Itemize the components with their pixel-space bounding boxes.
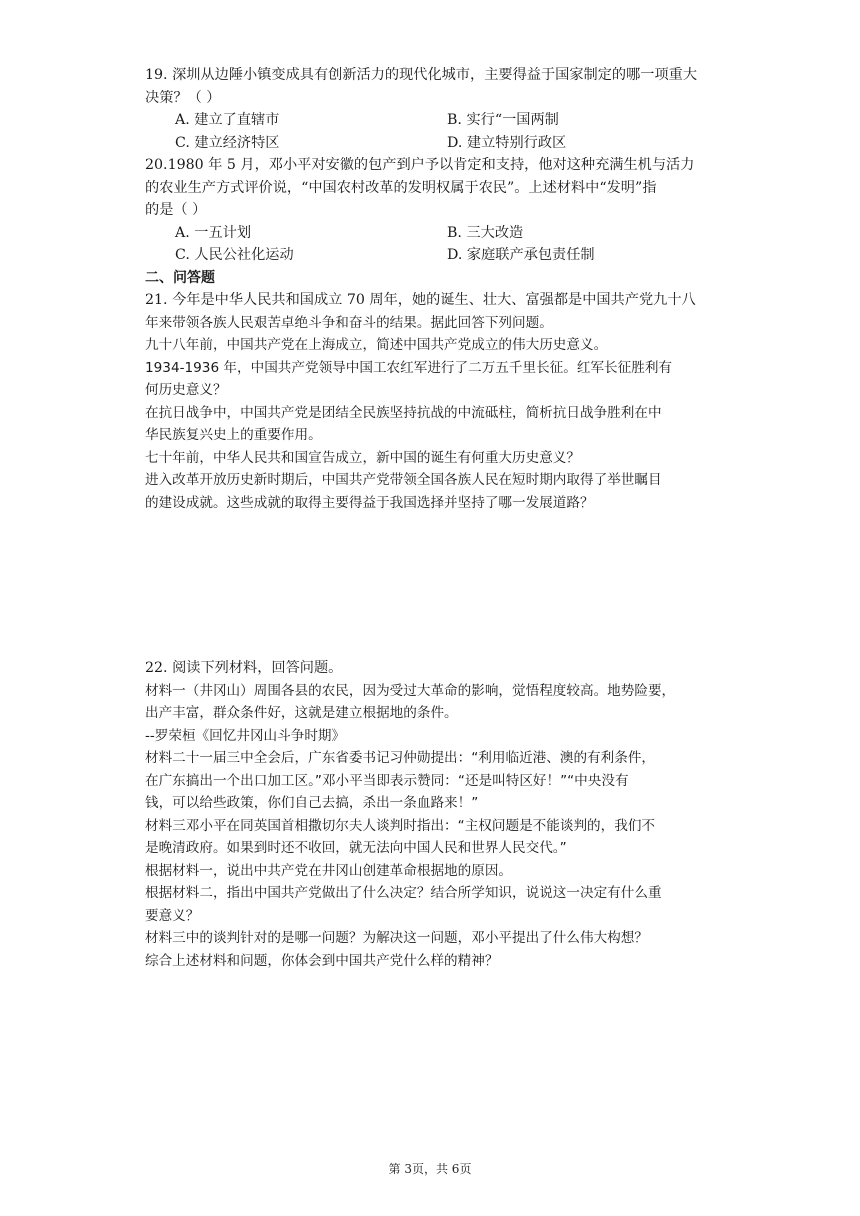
question-22-line: 出产丰富，群众条件好，这就是建立根据地的条件。 — [145, 705, 458, 721]
question-21-line: 七十年前，中华人民共和国宣告成立，新中国的诞生有何重大历史意义？ — [145, 449, 580, 466]
option-a: A. 建立了直辖市 — [175, 112, 280, 128]
question-19-options-row — [145, 132, 725, 155]
question-20-text-line: 的农业生产方式评价说，“中国农村改革的发明权属于农民”。上述材料中“发明”指 — [145, 179, 657, 196]
question-22-line: 材料三中的谈判针对的是哪一问题？为解决这一问题，邓小平提出了什么伟大构想？ — [145, 930, 648, 946]
answer-space — [145, 514, 725, 657]
option-b: B. 实行“一国两制 — [447, 112, 559, 128]
question-19-text-line: 19. 深圳从边陲小镇变成具有创新活力的现代化城市，主要得益于国家制定的哪一项重大 — [145, 67, 698, 83]
question-21-line: 1934-1936 年，中国共产党领导中国工农红军进行了二万五千里长征。红军长征胜利有 — [145, 359, 673, 376]
question-21-line: 在抗日战争中，中国共产党是团结全民族坚持抗战的中流砥柱，简析抗日战争胜利在中 — [145, 404, 662, 421]
question-22-line: 根据材料二，指出中国共产党做出了什么决定？结合所学知识，说说这一决定有什么重 — [145, 885, 662, 901]
page-body — [145, 64, 725, 972]
question-20 — [145, 154, 725, 267]
question-19-options-row — [145, 109, 725, 132]
question-21-line: 年来带领各族人民艰苦卓绝斗争和奋斗的结果。据此回答下列问题。 — [145, 314, 553, 331]
option-d: D. 家庭联产承包责任制 — [447, 247, 595, 263]
question-20-text-line: 的是（ ） — [145, 202, 207, 218]
question-20-text-line: 20.1980 年 5 月，邓小平对安徽的包产到户予以肯定和支持，他对这种充满生机与活力 — [145, 157, 695, 173]
option-d: D. 建立特别行政区 — [447, 134, 567, 151]
question-22-line: 材料三邓小平在同英国首相撒切尔夫人谈判时指出：“主权问题是不能谈判的，我们不 — [145, 817, 656, 834]
option-b: B. 三大改造 — [447, 224, 524, 241]
page-number-footer: 第 3页，共 6页 — [388, 1162, 472, 1176]
option-c: C. 人民公社化运动 — [175, 247, 294, 263]
option-c: C. 建立经济特区 — [175, 134, 280, 151]
question-22-line: 在广东搞出一个出口加工区。”邓小平当即表示赞同：“还是叫特区好！”“中央没有 — [145, 772, 629, 789]
question-21-line: 九十八年前，中国共产党在上海成立，简述中国共产党成立的伟大历史意义。 — [145, 337, 608, 353]
question-19 — [145, 64, 725, 154]
question-21-line: 何历史意义？ — [145, 382, 227, 398]
question-21-line: 华民族复兴史上的重要作用。 — [145, 427, 322, 443]
question-22-line: 要意义？ — [145, 907, 200, 924]
question-21-line: 的建设成就。这些成就的取得主要得益于我国选择并坚持了哪一发展道路？ — [145, 494, 594, 511]
question-22-line: 材料一（井冈山）周围各县的农民，因为受过大革命的影响，觉悟程度较高。地势险要， — [145, 682, 676, 699]
question-21-line: 21. 今年是中华人民共和国成立 70 周年，她的诞生、壮大、富强都是中国共产党九十八 — [145, 292, 696, 308]
question-20-options-row — [145, 244, 725, 267]
question-22 — [145, 657, 725, 972]
question-21-line: 进入改革开放历史新时期后，中国共产党带领全国各族人民在短时期内取得了举世瞩目 — [145, 472, 662, 488]
question-22-line: 综合上述材料和问题，你体会到中国共产党什么样的精神？ — [145, 952, 499, 969]
question-22-line: 钱，可以给些政策，你们自己去搞，杀出一条血路来！” — [145, 795, 479, 811]
question-21 — [145, 289, 725, 514]
option-a: A. 一五计划 — [175, 224, 252, 241]
question-22-line: 根据材料一，说出中共产党在井冈山创建革命根据地的原因。 — [145, 862, 513, 879]
question-22-intro: 22. 阅读下列材料，回答问题。 — [145, 660, 343, 676]
question-20-options-row — [145, 222, 725, 245]
question-19-text-line: 决策？（ ） — [145, 89, 221, 106]
question-22-line: --罗荣桓《回忆井冈山斗争时期》 — [145, 727, 346, 744]
section-heading: 二、问答题 — [145, 269, 215, 286]
question-22-line: 是晚清政府。如果到时还不收回，就无法向中国人民和世界人民交代。” — [145, 840, 567, 856]
question-22-line: 材料二十一届三中全会后，广东省委书记习仲勋提出：“利用临近港、澳的有利条件， — [145, 750, 656, 766]
